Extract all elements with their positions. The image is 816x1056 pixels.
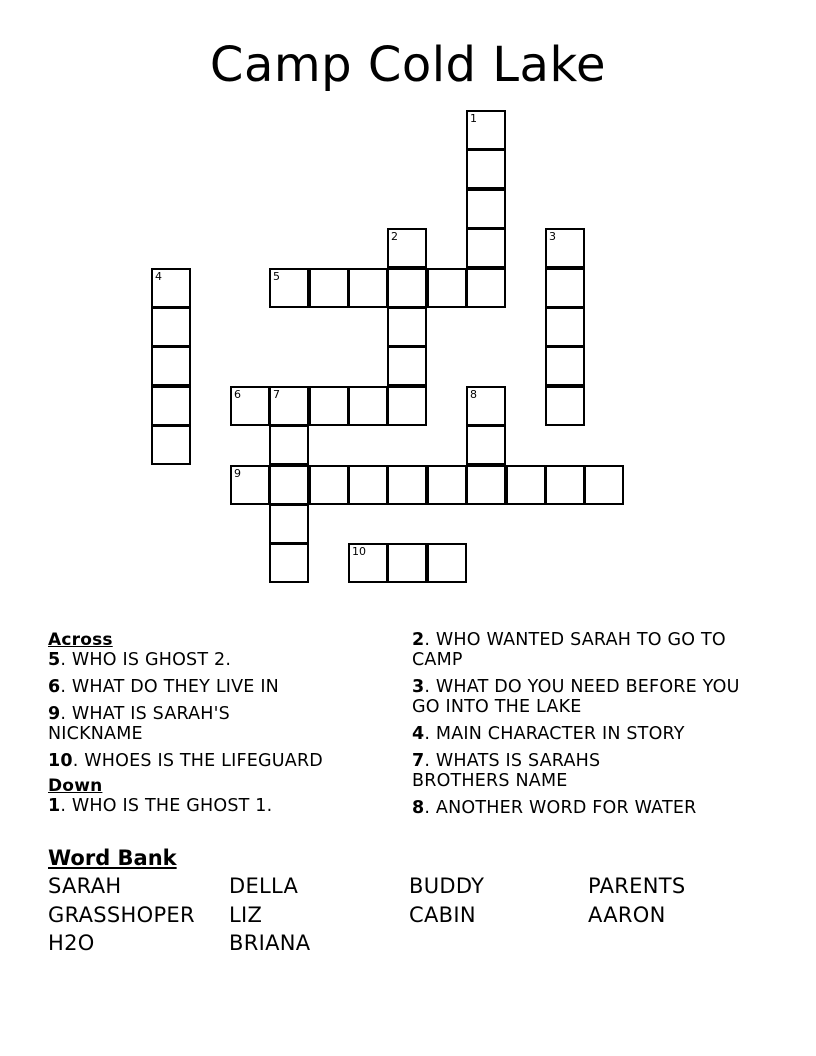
grid-cell[interactable] <box>348 268 388 308</box>
grid-cell[interactable] <box>269 425 309 465</box>
grid-cell[interactable] <box>348 543 388 583</box>
grid-cell[interactable] <box>427 543 467 583</box>
grid-cell[interactable] <box>545 268 585 308</box>
word-bank-item: LIZ <box>229 903 263 927</box>
grid-cell[interactable] <box>151 386 191 426</box>
clues-right-column <box>412 630 752 825</box>
grid-cell[interactable] <box>309 386 349 426</box>
word-bank-item: AARON <box>588 903 666 927</box>
word-bank-item: CABIN <box>409 903 476 927</box>
grid-cell[interactable] <box>151 425 191 465</box>
grid-cell[interactable] <box>309 465 349 505</box>
clue-down-4: 4. MAIN CHARACTER IN STORY <box>412 724 685 744</box>
grid-cell[interactable] <box>151 307 191 347</box>
word-bank-item: BUDDY <box>409 874 485 898</box>
clue-down-3: 3. WHAT DO YOU NEED BEFORE YOU GO INTO THE LAKE <box>412 677 740 717</box>
grid-cell[interactable] <box>348 465 388 505</box>
grid-cell[interactable] <box>506 465 546 505</box>
word-bank-item: H2O <box>48 931 95 955</box>
clues-left-column <box>48 630 388 823</box>
grid-cell[interactable] <box>387 386 427 426</box>
clue-number: 6 <box>234 388 241 401</box>
grid-cell[interactable] <box>466 110 506 150</box>
word-bank-item: BRIANA <box>229 931 311 955</box>
grid-cell[interactable] <box>545 228 585 268</box>
clue-down-2: 2. WHO WANTED SARAH TO GO TO CAMP <box>412 630 726 670</box>
clue-number: 9 <box>234 467 241 480</box>
grid-cell[interactable] <box>466 189 506 229</box>
word-bank-item: DELLA <box>229 874 299 898</box>
grid-cell[interactable] <box>427 465 467 505</box>
grid-cell[interactable] <box>348 386 388 426</box>
word-bank-item: PARENTS <box>588 874 686 898</box>
word-bank-item: GRASSHOPER <box>48 903 195 927</box>
grid-cell[interactable] <box>269 504 309 544</box>
grid-cell[interactable] <box>387 543 427 583</box>
clue-number: 4 <box>155 270 162 283</box>
grid-cell[interactable] <box>387 228 427 268</box>
page-title: Camp Cold Lake <box>209 37 607 93</box>
across-heading: Across <box>48 630 113 650</box>
clue-across-9: 9. WHAT IS SARAH'S NICKNAME <box>48 704 230 744</box>
grid-cell[interactable] <box>545 386 585 426</box>
grid-cell[interactable] <box>269 543 309 583</box>
clue-number: 1 <box>470 112 477 125</box>
grid-cell[interactable] <box>269 268 309 308</box>
clue-number: 10 <box>352 545 366 558</box>
grid-cell[interactable] <box>466 228 506 268</box>
clue-number: 7 <box>273 388 280 401</box>
grid-cell[interactable] <box>545 465 585 505</box>
clue-across-10: 10. WHOES IS THE LIFEGUARD <box>48 751 323 771</box>
grid-cell[interactable] <box>387 268 427 308</box>
grid-cell[interactable] <box>584 465 624 505</box>
clue-down-1: 1. WHO IS THE GHOST 1. <box>48 796 273 816</box>
clue-across-5: 5. WHO IS GHOST 2. <box>48 650 232 670</box>
word-bank-item: SARAH <box>48 874 122 898</box>
grid-cell[interactable] <box>151 268 191 308</box>
grid-cell[interactable] <box>545 346 585 386</box>
grid-cell[interactable] <box>466 465 506 505</box>
grid-cell[interactable] <box>466 149 506 189</box>
clue-across-6: 6. WHAT DO THEY LIVE IN <box>48 677 279 697</box>
grid-cell[interactable] <box>427 268 467 308</box>
grid-cell[interactable] <box>230 386 270 426</box>
grid-cell[interactable] <box>387 465 427 505</box>
grid-cell[interactable] <box>466 386 506 426</box>
grid-cell[interactable] <box>387 346 427 386</box>
clue-number: 8 <box>470 388 477 401</box>
clue-down-7: 7. WHATS IS SARAHS BROTHERS NAME <box>412 751 601 791</box>
grid-cell[interactable] <box>466 425 506 465</box>
grid-cell[interactable] <box>151 346 191 386</box>
clue-number: 5 <box>273 270 280 283</box>
grid-cell[interactable] <box>309 268 349 308</box>
clue-down-8: 8. ANOTHER WORD FOR WATER <box>412 798 697 818</box>
clue-number: 2 <box>391 230 398 243</box>
grid-cell[interactable] <box>545 307 585 347</box>
grid-cell[interactable] <box>387 307 427 347</box>
grid-cell[interactable] <box>230 465 270 505</box>
clue-number: 3 <box>549 230 556 243</box>
down-heading: Down <box>48 776 103 796</box>
grid-cell[interactable] <box>269 386 309 426</box>
grid-cell[interactable] <box>466 268 506 308</box>
grid-cell[interactable] <box>269 465 309 505</box>
word-bank-heading: Word Bank <box>48 846 177 870</box>
